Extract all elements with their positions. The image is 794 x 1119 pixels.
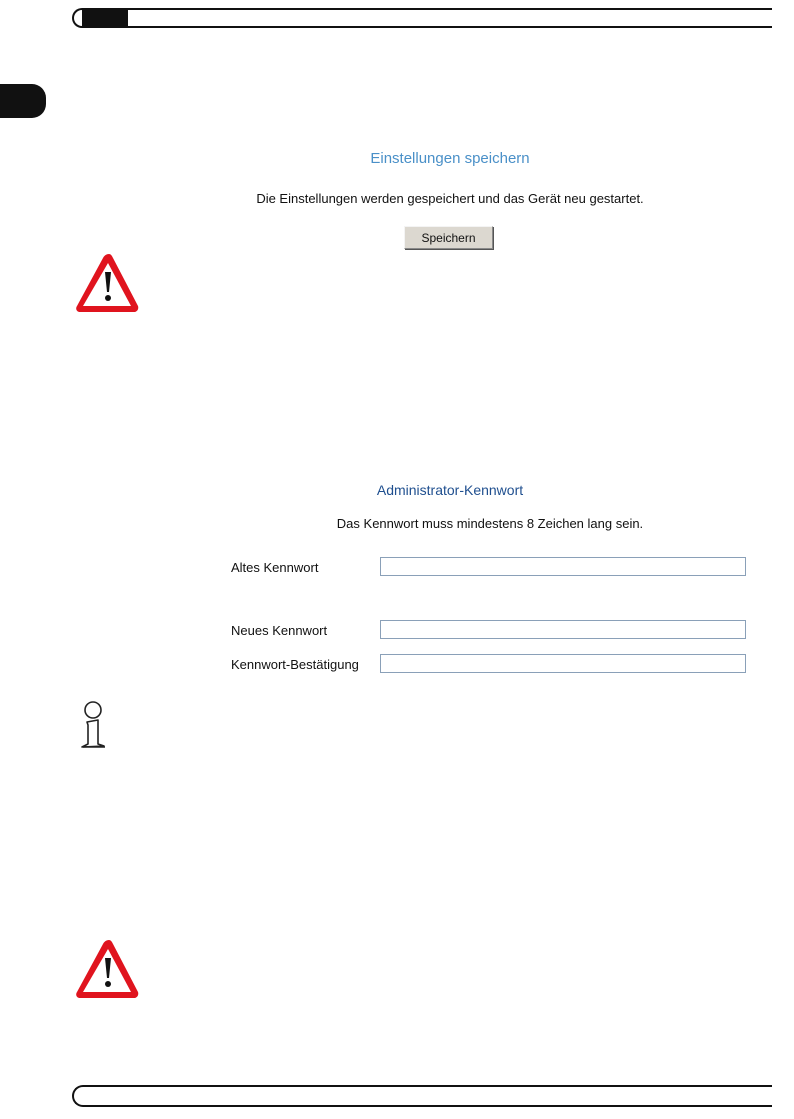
chapter-side-tab [0,84,46,118]
info-icon [76,700,110,750]
save-settings-description: Die Einstellungen werden gespeichert und das Gerät neu gestartet. [256,191,644,206]
save-settings-title: Einstellungen speichern [370,150,530,167]
confirm-password-input[interactable] [380,654,746,673]
admin-password-title: Administrator-Kennwort [376,482,524,498]
header-tab [82,10,128,26]
confirm-password-label: Kennwort-Bestätigung [231,657,359,672]
footer-bar [72,1085,772,1107]
old-password-input[interactable] [380,557,746,576]
admin-password-description: Das Kennwort muss mindestens 8 Zeichen lang sein. [336,516,644,531]
old-password-label: Altes Kennwort [231,560,319,575]
header-bar [72,8,772,28]
save-button[interactable]: Speichern [404,226,493,249]
warning-icon [72,936,142,1002]
new-password-input[interactable] [380,620,746,639]
new-password-label: Neues Kennwort [231,623,328,638]
warning-icon [72,250,142,316]
